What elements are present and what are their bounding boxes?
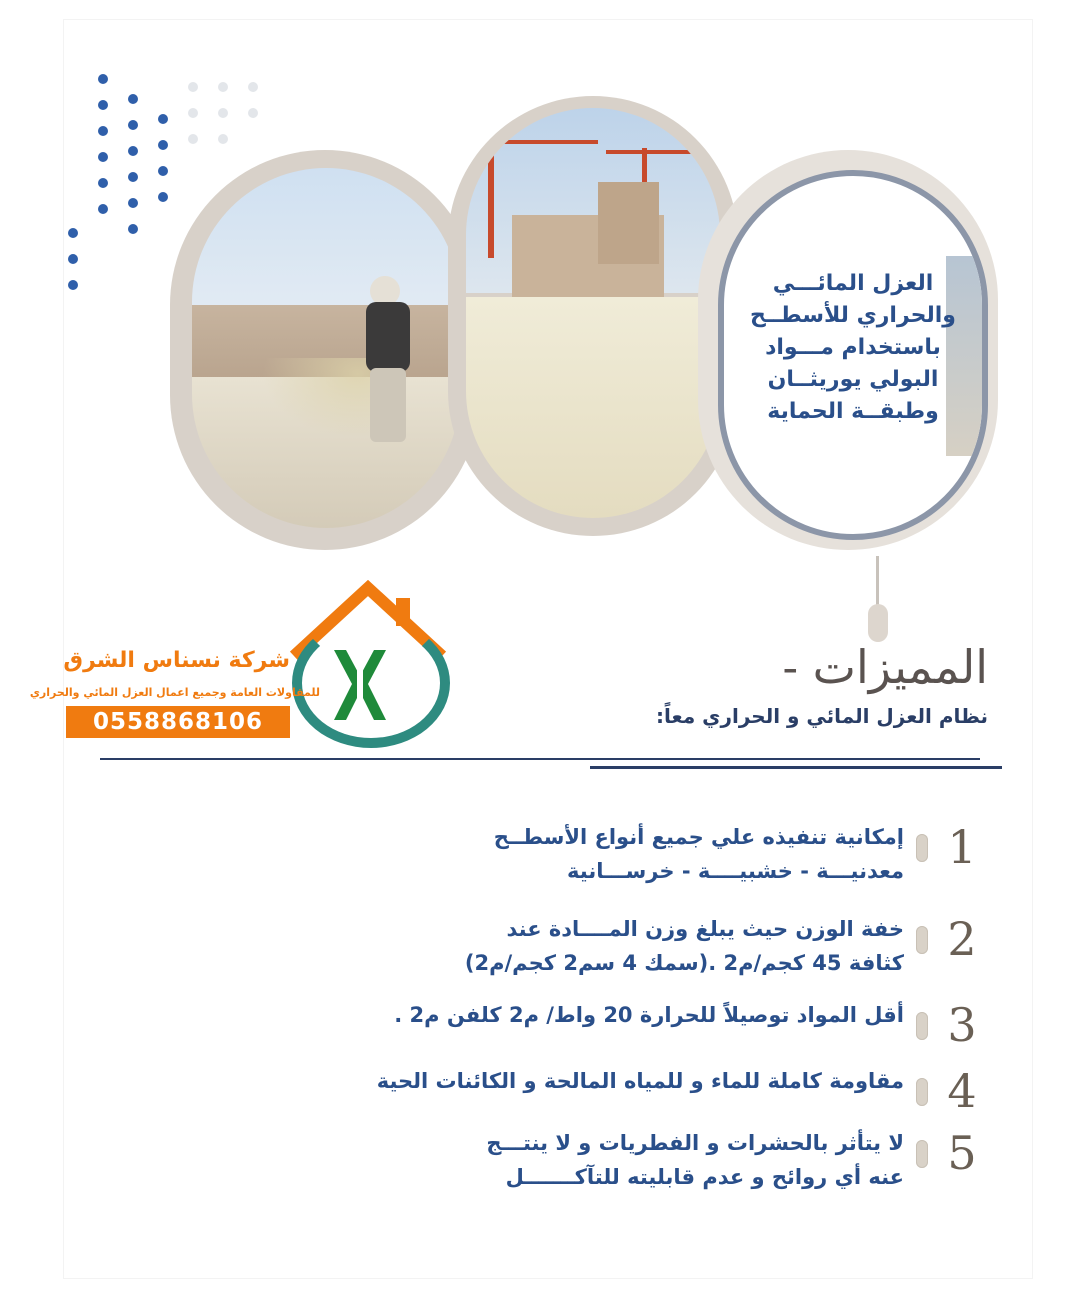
headline-line: باستخدام مـــواد bbox=[765, 335, 941, 360]
feature-text: أقل المواد توصيلاً للحرارة 20 واط/ م2 كلفن م2 . bbox=[394, 1003, 904, 1027]
feature-text: معدنيـــة - خشبيــــة - خرســـانية bbox=[567, 859, 904, 883]
company-name: شركة نسناس الشرق bbox=[63, 648, 290, 673]
bullet-icon bbox=[916, 1140, 928, 1168]
headline-line: العزل المائـــي bbox=[772, 271, 934, 296]
feature-item bbox=[300, 912, 1000, 975]
company-tagline: للمقاولات العامة وجميع اعمال العزل المائي والحراري bbox=[29, 686, 320, 699]
headline-card bbox=[718, 170, 988, 540]
feature-number: 5 bbox=[947, 1126, 977, 1180]
headline-line: وطبقــة الحماية bbox=[767, 399, 939, 424]
feature-item bbox=[300, 820, 1000, 883]
feature-text: مقاومة كاملة للماء و للمياه المالحة و الكائنات الحية bbox=[376, 1069, 904, 1093]
feature-text: كثافة 45 كجم/م2 .(سمك 4 سم2 كجم/م2) bbox=[464, 951, 904, 975]
feature-text: خفة الوزن حيث يبلغ وزن المــــادة عند bbox=[506, 917, 904, 941]
feature-item bbox=[300, 1126, 1000, 1189]
decor-line bbox=[876, 556, 879, 608]
divider bbox=[590, 766, 1002, 769]
feature-item bbox=[300, 998, 1000, 1058]
feature-number: 3 bbox=[947, 998, 977, 1052]
features-title: المميزات - bbox=[782, 640, 988, 694]
decor-pill bbox=[868, 604, 888, 642]
photo-roof-coating bbox=[466, 108, 720, 518]
feature-number: 4 bbox=[947, 1064, 977, 1118]
headline-line: البولي يوريثــان bbox=[767, 367, 939, 392]
feature-text: لا يتأثر بالحشرات و الفطريات و لا ينتـــج bbox=[486, 1131, 904, 1155]
feature-text: إمكانية تنفيذه علي جميع أنواع الأسطــح bbox=[493, 825, 904, 849]
company-emblem-icon bbox=[330, 646, 390, 724]
bullet-icon bbox=[916, 1012, 928, 1040]
photo-worker-spraying bbox=[192, 168, 460, 528]
feature-item bbox=[300, 1064, 1000, 1124]
headline-text bbox=[748, 268, 958, 428]
feature-number: 2 bbox=[947, 912, 977, 966]
bullet-icon bbox=[916, 1078, 928, 1106]
bullet-icon bbox=[916, 926, 928, 954]
divider bbox=[100, 758, 980, 760]
bullet-icon bbox=[916, 834, 928, 862]
phone-number[interactable]: 0558868106 bbox=[66, 706, 290, 738]
feature-text: عنه أي روائح و عدم قابليته للتآكـــــــل bbox=[505, 1165, 904, 1189]
feature-number: 1 bbox=[947, 820, 977, 874]
features-subtitle: نظام العزل المائي و الحراري معاً: bbox=[656, 704, 988, 728]
headline-line: والحراري للأسطــح bbox=[750, 303, 956, 328]
